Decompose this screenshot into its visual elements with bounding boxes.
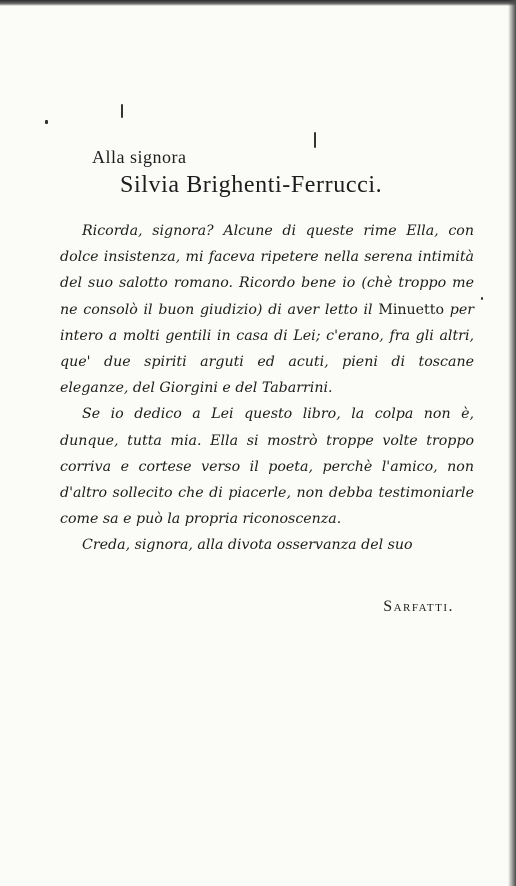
ink-speck [45,120,48,124]
paragraph-2-text: Se io dedico a Lei questo libro, la colpa non è, dunque, tutta mia. Ella si mostrò troppe volte troppo corriva e cortese verso il poeta, perchè l'amico, non d'altro sollecito che di piacerle, non debba testimoniarle come sa e può la propria riconoscenza. [60,406,474,528]
paragraph-1-text: Ricorda, signora? Alcune di queste rime Ella, con dolce insistenza, mi faceva ripetere nella serena intimità del suo salotto romano. Ricordo bene io (chè troppo me ne consolò il buon giudizio) di aver letto il [60,223,474,318]
dedication-line: Alla signora [92,147,187,167]
ink-speck [314,132,316,148]
signature: Sarfatti. [383,598,454,615]
paragraph-1 [60,218,474,401]
ink-speck [121,104,123,118]
ink-speck [481,297,483,300]
poem-title-minuetto: Minuetto [378,301,444,318]
paragraph-3-text: Creda, signora, alla divota osservanza del suo [82,537,413,554]
paragraph-2 [60,401,474,532]
dedication-body [60,218,474,559]
paragraph-1-text-end: per intero a molti gentili in casa di Lei; c'erano, fra gli altri, que' due spiriti arguti ed acuti, pieni di toscane eleganze, del Giorgini e del Tabarrini. [60,301,474,397]
paragraph-3 [60,532,474,558]
dedication-recipient: Silvia Brighenti-Ferrucci. [120,172,383,198]
page-right-edge [508,0,516,886]
page-top-edge [0,0,516,6]
